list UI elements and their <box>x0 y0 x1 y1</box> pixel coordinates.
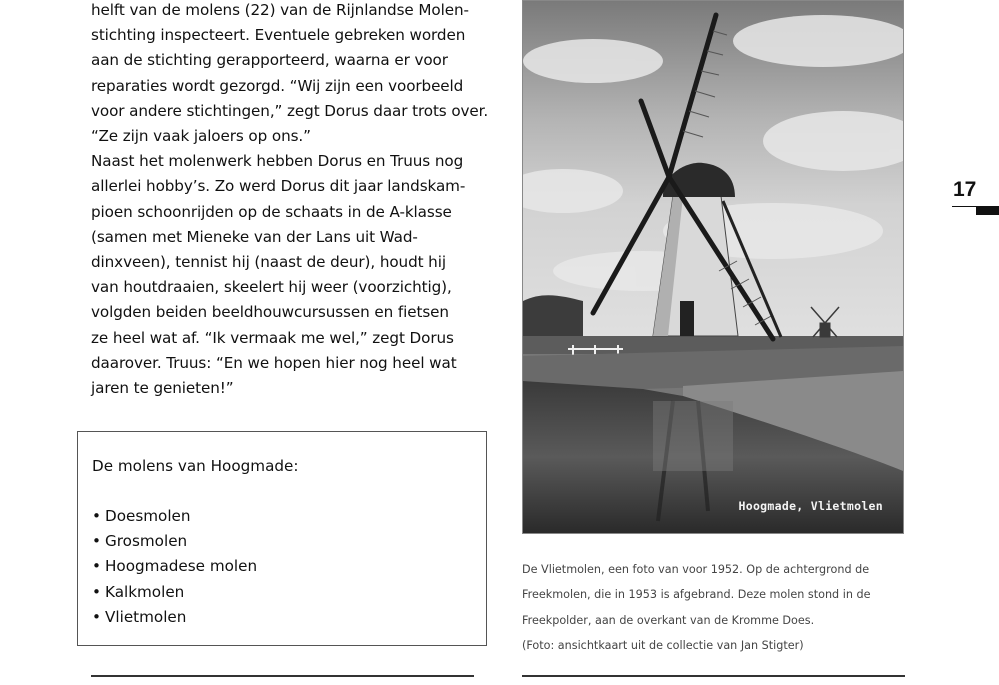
mills-box-title: De molens van Hoogmade: <box>92 457 299 475</box>
list-item <box>92 580 257 605</box>
mill-name: Hoogmadese molen <box>105 557 258 576</box>
mill-name: Grosmolen <box>105 532 188 551</box>
article-body <box>91 0 491 401</box>
list-item <box>92 605 257 630</box>
list-item <box>92 504 257 529</box>
bullet-icon: • <box>92 507 101 525</box>
bullet-icon: • <box>92 532 101 551</box>
caption-line: Freekpolder, aan de overkant van de Kromme Does. <box>522 613 815 627</box>
list-item <box>92 529 257 554</box>
caption-line: (Foto: ansichtkaart uit de collectie van Jan Stigter) <box>522 638 804 652</box>
bullet-icon: • <box>92 557 101 576</box>
mill-name: Vlietmolen <box>105 607 187 626</box>
list-item <box>92 554 257 579</box>
article-line: ze heel wat af. “Ik vermaak me wel,” zegt Dorus <box>91 328 454 347</box>
windmill-illustration <box>523 1 903 533</box>
article-line: stichting inspecteert. Eventuele gebreken worden <box>91 26 466 45</box>
mills-box <box>77 431 487 646</box>
article-line: daarover. Truus: “En we hopen hier nog heel wat <box>91 353 457 372</box>
bottom-rule-left <box>91 675 474 677</box>
article-line: (samen met Mieneke van der Lans uit Wad- <box>91 227 418 246</box>
bottom-rule-right <box>522 675 905 677</box>
article-line: pioen schoonrijden op de schaats in de A-klasse <box>91 202 452 221</box>
article-line: reparaties wordt gezorgd. “Wij zijn een voorbeeld <box>91 76 464 95</box>
bullet-icon: • <box>92 582 101 601</box>
caption-line: De Vlietmolen, een foto van voor 1952. Op de achtergrond de <box>522 563 870 576</box>
mills-list <box>92 504 257 630</box>
article-line: helft van de molens (22) van de Rijnlandse Molen- <box>91 1 469 19</box>
caption-line: Freekmolen, die in 1953 is afgebrand. Deze molen stond in de <box>522 588 871 602</box>
mill-name: Kalkmolen <box>105 582 185 601</box>
article-line: jaren te genieten!” <box>91 379 234 398</box>
page-tab-marker <box>976 206 999 215</box>
bullet-icon: • <box>92 607 101 626</box>
article-line: “Ze zijn vaak jaloers op ons.” <box>91 127 311 146</box>
article-line: volgden beiden beeldhouwcursussen en fietsen <box>91 303 449 322</box>
windmill-photo <box>522 0 904 534</box>
article-line: aan de stichting gerapporteerd, waarna er voor <box>91 51 448 70</box>
article-line: van houtdraaien, skeelert hij weer (voorzichtig), <box>91 278 452 297</box>
article-line: voor andere stichtingen,” zegt Dorus daar trots over. <box>91 101 489 120</box>
article-line: allerlei hobby’s. Zo werd Dorus dit jaar landskam- <box>91 177 466 196</box>
photo-caption <box>522 557 907 658</box>
article-line: Naast het molenwerk hebben Dorus en Truus nog <box>91 152 464 171</box>
photo-label: Hoogmade, Vlietmolen <box>738 499 883 513</box>
article-line: dinxveen), tennist hij (naast de deur), houdt hij <box>91 253 446 272</box>
page-number: 17 <box>953 178 977 201</box>
mill-name: Doesmolen <box>105 507 191 525</box>
